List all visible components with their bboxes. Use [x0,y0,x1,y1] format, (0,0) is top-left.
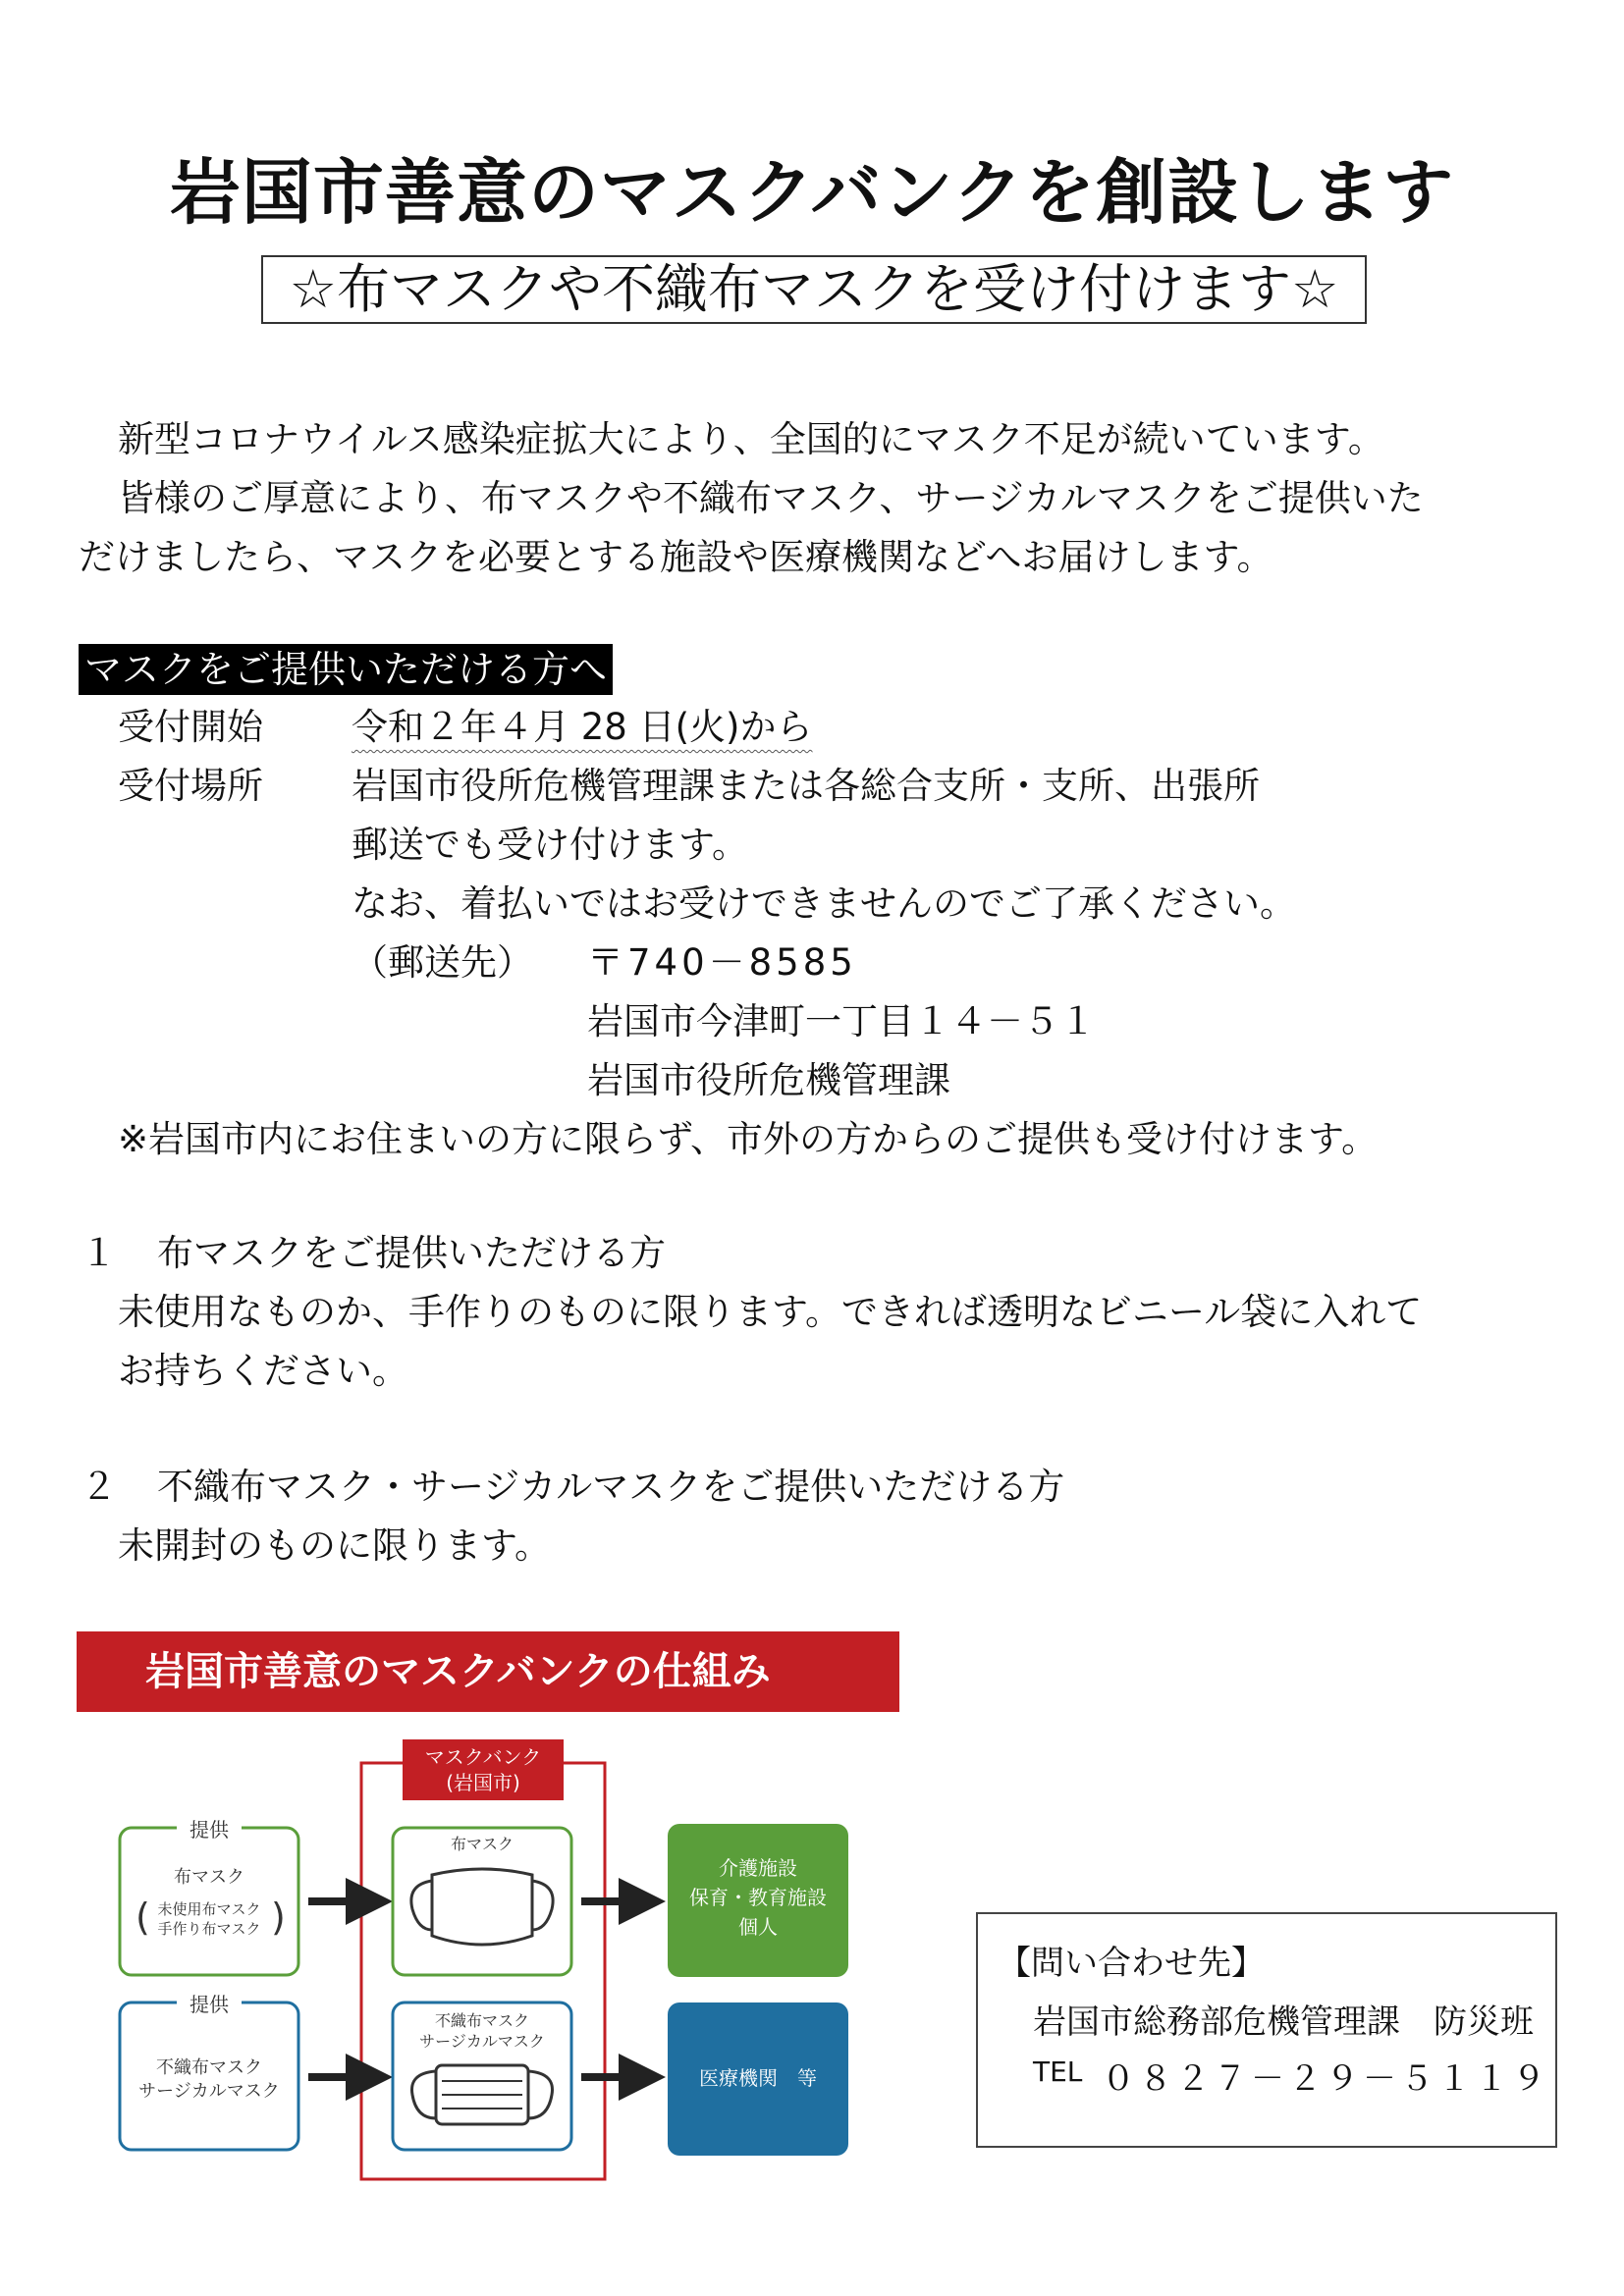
dest-1-line-3: 個人 [738,1915,778,1939]
bank-box-1-title: 布マスク [450,1835,514,1853]
contact-box [976,1912,1557,2148]
provider-1-sub-2: 手作り布マスク [157,1920,261,1938]
note: ※岩国市内にお住まいの方に限らず、市外の方からのご提供も受け付けます。 [118,1118,1379,1160]
dest-2-label: 医療機関 等 [699,2066,817,2090]
intro-line-1: 新型コロナウイルス感染症拡大により、全国的にマスク不足が続いています。 [118,418,1384,460]
item2-number: ２ [81,1466,117,1508]
start-value: 令和２年４月 28 日(火)から [352,706,813,748]
provider-1-paren-left: ( [135,1896,150,1939]
provider-2-line-1: 不織布マスク [156,2057,262,2078]
diagram-banner: 岩国市善意のマスクバンクの仕組み [77,1631,899,1712]
mail-department: 岩国市役所危機管理課 [587,1059,950,1101]
start-label: 受付開始 [118,706,263,748]
mail-zip: 〒740－8585 [587,941,857,984]
item1-line-1: 未使用なものか、手作りのものに限ります。できれば透明なビニール袋に入れて [118,1291,1423,1333]
item1-line-2: お持ちください。 [118,1350,408,1392]
place-line-2: 郵送でも受け付けます。 [352,824,749,866]
place-line-3: なお、着払いではお受けできませんのでご了承ください。 [352,882,1296,925]
contact-heading: 【問い合わせ先】 [998,1944,1265,1983]
contact-tel: ０８２７－２９－５１１９ [1102,2059,1549,2099]
provider-2-line-2: サージカルマスク [138,2081,280,2102]
mail-label: （郵送先） [352,941,533,984]
item2-line-1: 未開封のものに限ります。 [118,1524,552,1567]
place-line-1: 岩国市役所危機管理課または各総合支所・支所、出張所 [352,765,1260,807]
bank-box-2-line-1: 不織布マスク [434,2011,530,2030]
page-title: 岩国市善意のマスクバンクを創設します [169,151,1455,234]
contact-tel-label: TEL [1033,2056,1083,2088]
provider-2-tag: 提供 [189,1993,229,2016]
intro-line-2: 皆様のご厚意により、布マスクや不織布マスク、サージカルマスクをご提供いた [118,477,1424,519]
mail-address: 岩国市今津町一丁目１４－５１ [587,1000,1096,1042]
bank-label-2: (岩国市) [446,1771,520,1794]
dest-1-line-1: 介護施設 [719,1856,797,1880]
item2-heading: 不織布マスク・サージカルマスクをご提供いただける方 [157,1466,1065,1508]
provider-1-paren-right: ) [271,1896,286,1939]
cloth-mask-icon [411,1869,553,1945]
contact-department: 岩国市総務部危機管理課 防災班 [1033,2002,1534,2042]
bank-box-2-line-2: サージカルマスク [419,2032,545,2051]
intro-line-3: だけましたら、マスクを必要とする施設や医療機関などへお届けします。 [79,536,1273,578]
subtitle-box: ☆布マスクや不織布マスクを受け付けます☆ [261,255,1367,324]
item1-number: １ [81,1232,117,1274]
donors-heading: マスクをご提供いただける方へ [79,644,613,695]
provider-1-tag: 提供 [189,1818,229,1842]
bank-label-1: マスクバンク [424,1745,542,1769]
provider-1-title: 布マスク [174,1867,244,1888]
item1-heading: 布マスクをご提供いただける方 [157,1232,666,1274]
dest-1-line-2: 保育・教育施設 [689,1886,827,1909]
place-label: 受付場所 [118,765,263,807]
provider-1-sub-1: 未使用布マスク [157,1900,261,1918]
